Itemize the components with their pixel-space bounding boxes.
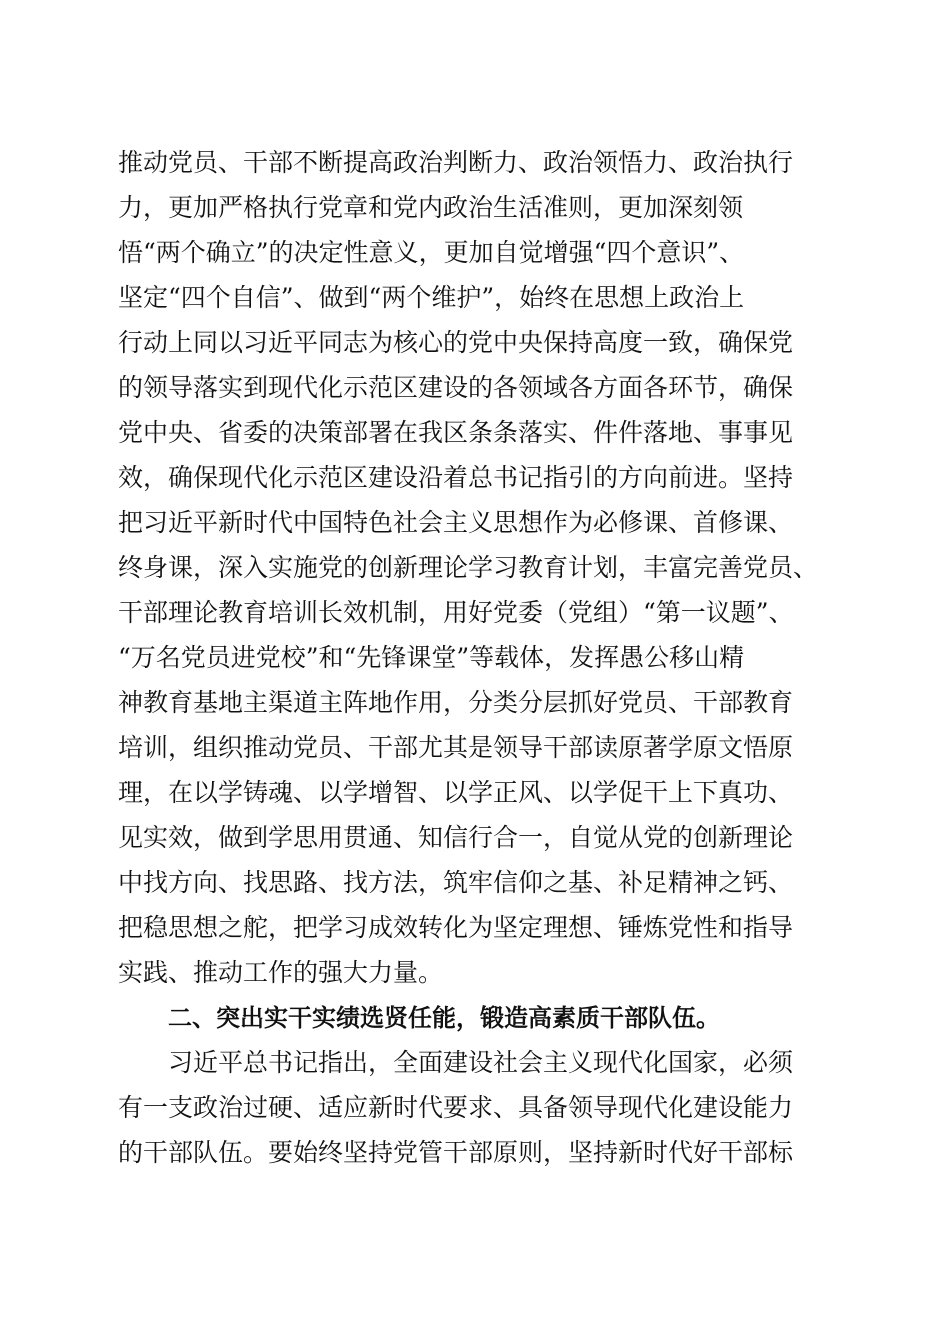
section-heading-2: 二、突出实干实绩选贤任能，锻造高素质干部队伍。	[168, 1004, 720, 1032]
paragraph-1-line-16: 见实效，做到学思用贯通、知信行合一，自觉从党的创新理论	[118, 823, 794, 852]
paragraph-1-line-11: 干部理论教育培训长效机制，用好党委（党组）“第一议题”、	[118, 598, 794, 627]
paragraph-1-line-6: 的领导落实到现代化示范区建设的各领域各方面各环节，确保	[118, 373, 794, 402]
paragraph-1-line-12: “万名党员进党校”和“先锋课堂”等载体，发挥愚公移山精	[118, 643, 745, 672]
paragraph-1-line-5: 行动上同以习近平同志为核心的党中央保持高度一致，确保党	[118, 328, 794, 357]
paragraph-1-line-3: 悟“两个确立”的决定性意义，更加自觉增强“四个意识”、	[118, 238, 745, 267]
paragraph-1-line-14: 培训，组织推动党员、干部尤其是领导干部读原著学原文悟原	[118, 733, 794, 762]
paragraph-1-line-9: 把习近平新时代中国特色社会主义思想作为必修课、首修课、	[118, 508, 794, 537]
paragraph-2-line-1: 习近平总书记指出，全面建设社会主义现代化国家，必须	[168, 1048, 794, 1077]
paragraph-1-line-17: 中找方向、找思路、找方法，筑牢信仰之基、补足精神之钙、	[118, 868, 794, 897]
paragraph-1-line-15: 理，在以学铸魂、以学增智、以学正风、以学促干上下真功、	[118, 778, 794, 807]
paragraph-1-line-18: 把稳思想之舵，把学习成效转化为坚定理想、锤炼党性和指导	[118, 913, 794, 942]
paragraph-1-line-7: 党中央、省委的决策部署在我区条条落实、件件落地、事事见	[118, 418, 794, 447]
paragraph-1-line-10: 终身课，深入实施党的创新理论学习教育计划，丰富完善党员、	[118, 553, 819, 582]
paragraph-1-line-4: 坚定“四个自信”、做到“两个维护”，始终在思想上政治上	[118, 283, 745, 312]
paragraph-1-line-19: 实践、推动工作的强大力量。	[118, 958, 444, 987]
paragraph-1-line-8: 效，确保现代化示范区建设沿着总书记指引的方向前进。坚持	[118, 463, 794, 492]
paragraph-2-line-2: 有一支政治过硬、适应新时代要求、具备领导现代化建设能力	[118, 1093, 794, 1122]
paragraph-1-line-2: 力，更加严格执行党章和党内政治生活准则，更加深刻领	[118, 193, 744, 222]
paragraph-1-line-13: 神教育基地主渠道主阵地作用，分类分层抓好党员、干部教育	[118, 688, 794, 717]
paragraph-1-line-1: 推动党员、干部不断提高政治判断力、政治领悟力、政治执行	[118, 148, 794, 177]
paragraph-2-line-3: 的干部队伍。要始终坚持党管干部原则，坚持新时代好干部标	[118, 1138, 794, 1167]
